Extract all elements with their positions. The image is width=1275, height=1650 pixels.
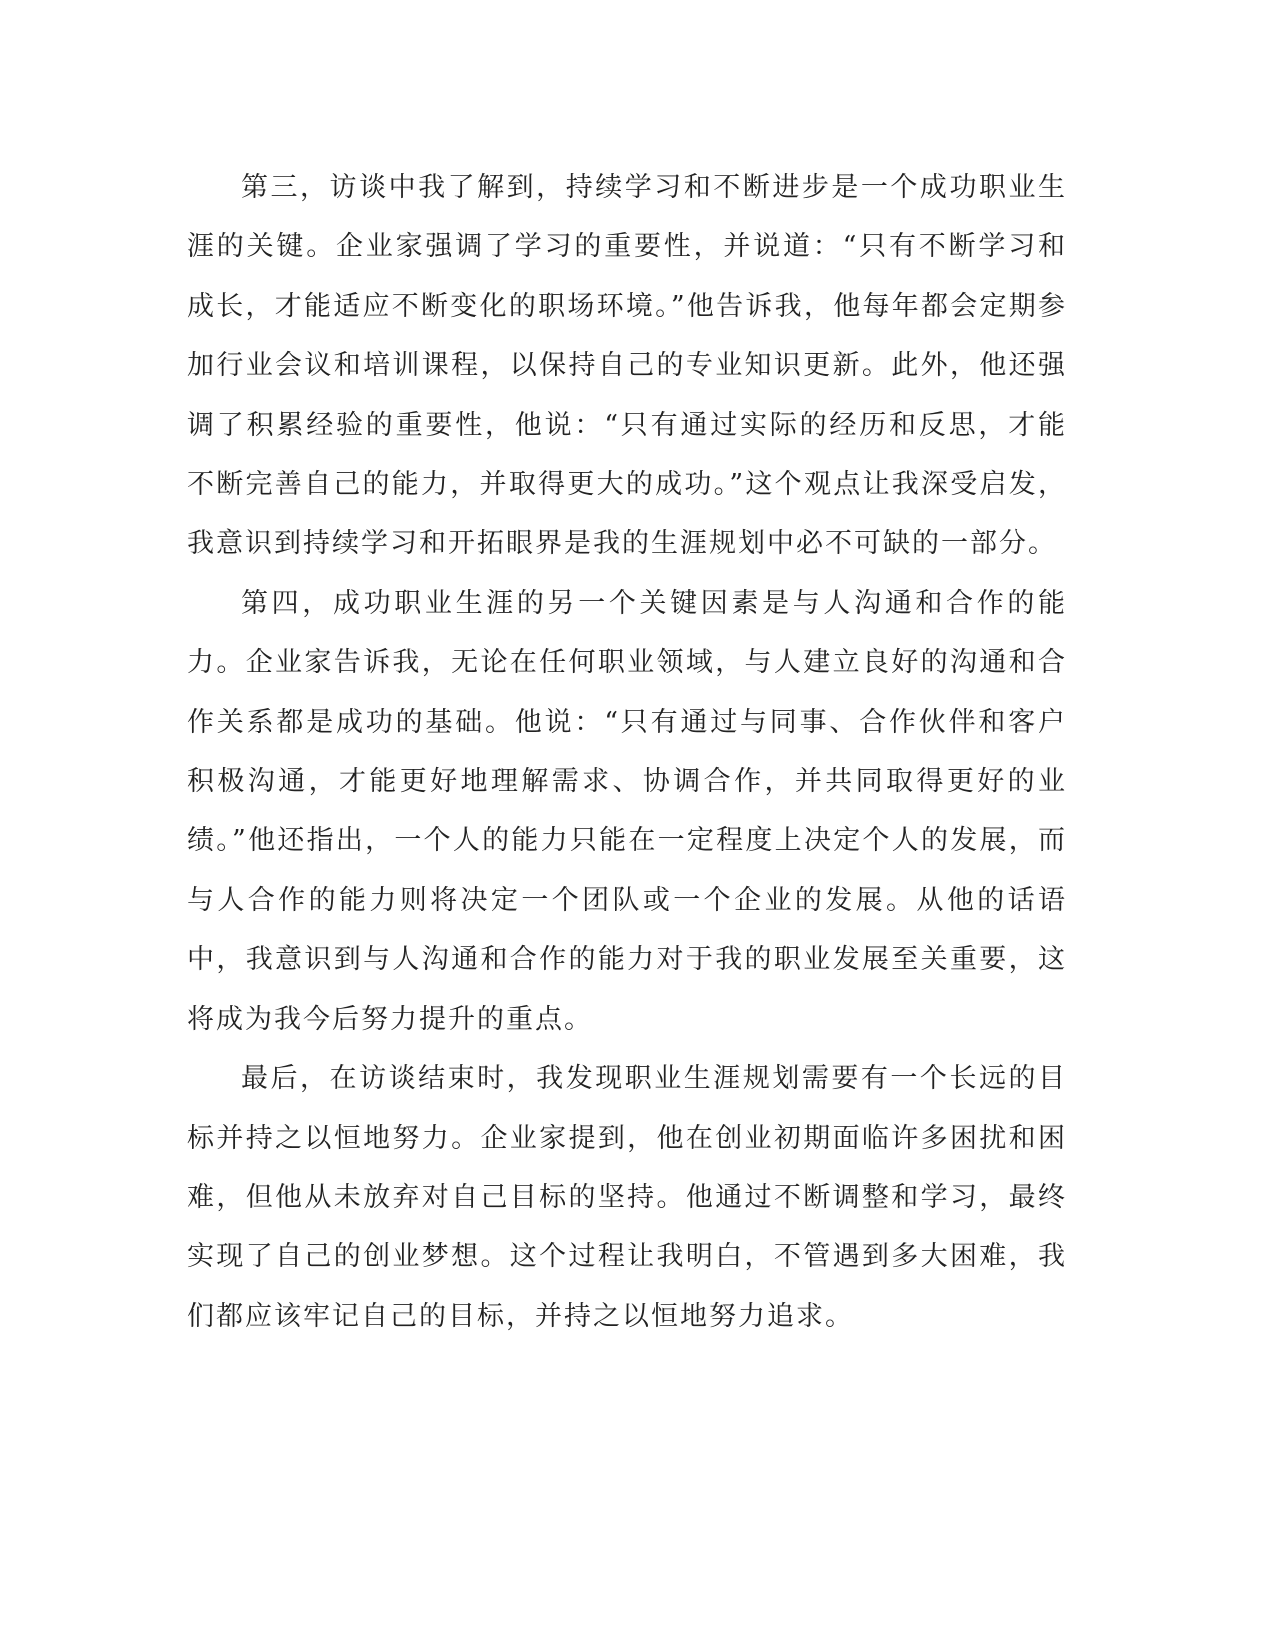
paragraph-third-point: 第三，访谈中我了解到，持续学习和不断进步是一个成功职业生涯的关键。企业家强调了学习的重要性，并说道：“只有不断学习和成长，才能适应不断变化的职场环境。”他告诉我，他每年都会定期参加行业会议和培训课程，以保持自己的专业知识更新。此外，他还强调了积累经验的重要性，他说：“只有通过实际的经历和反思，才能不断完善自己的能力，并取得更大的成功。”这个观点让我深受启发，我意识到持续学习和开拓眼界是我的生涯规划中必不可缺的一部分。 (187, 172, 1067, 560)
document-body (187, 158, 1067, 1346)
paragraph-conclusion: 最后，在访谈结束时，我发现职业生涯规划需要有一个长远的目标并持之以恒地努力。企业家提到，他在创业初期面临许多困扰和困难，但他从未放弃对自己目标的坚持。他通过不断调整和学习，最终实现了自己的创业梦想。这个过程让我明白，不管遇到多大困难，我们都应该牢记自己的目标，并持之以恒地努力追求。 (187, 1063, 1067, 1332)
paragraph-fourth-point: 第四，成功职业生涯的另一个关键因素是与人沟通和合作的能力。企业家告诉我，无论在任何职业领域，与人建立良好的沟通和合作关系都是成功的基础。他说：“只有通过与同事、合作伙伴和客户积极沟通，才能更好地理解需求、协调合作，并共同取得更好的业绩。”他还指出，一个人的能力只能在一定程度上决定个人的发展，而与人合作的能力则将决定一个团队或一个企业的发展。从他的话语中，我意识到与人沟通和合作的能力对于我的职业发展至关重要，这将成为我今后努力提升的重点。 (187, 587, 1067, 1035)
